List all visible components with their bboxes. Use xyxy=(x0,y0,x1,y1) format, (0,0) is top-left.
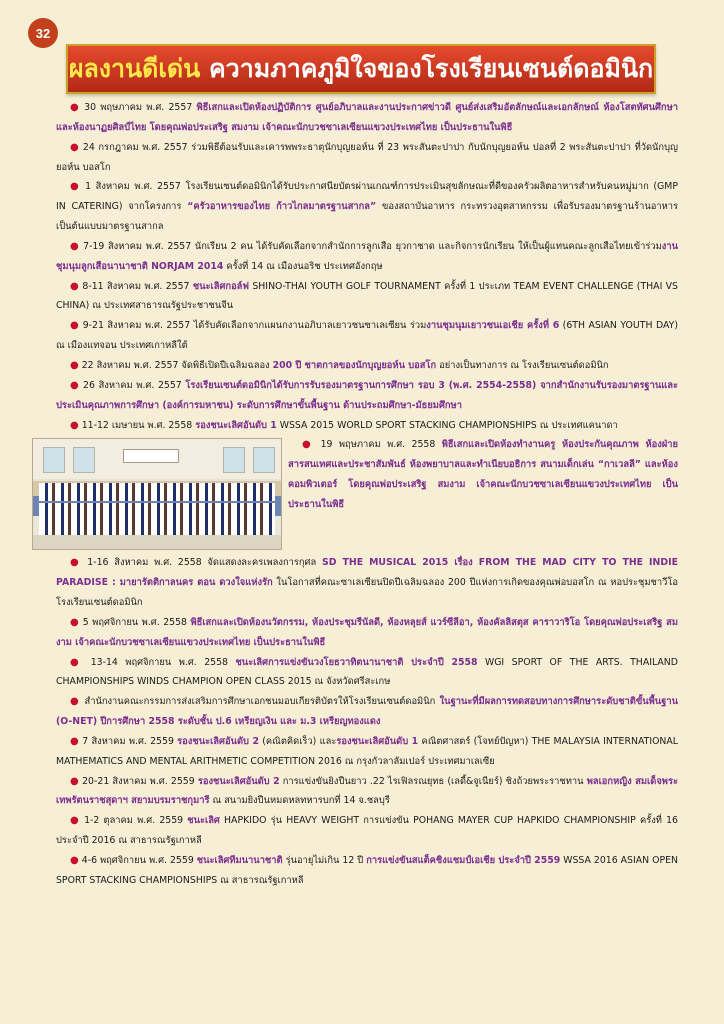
list-item: ● 24 กรกฎาคม พ.ศ. 2557 ร่วมพิธีต้อนรับและเคารพพระธาตุนักบุญยอห์น ที่ 23 พระสันตะปาปา กับนักบุญยอห์น ปอลที่ 2 พระสันตะปาปา ที่วัดนักบุญยอห์น บอสโก xyxy=(56,141,678,173)
list-item: ● 26 สิงหาคม พ.ศ. 2557 โรงเรียนเซนต์ดอมินิกได้รับการรับรองมาตรฐานการศึกษา รอบ 3 (พ.ศ. 2554-2558) จากสำนักงานรับรองมาตรฐานและประเมินคุณภาพการศึกษา (องค์การมหาชน) ระดับการศึกษาขั้นพื้นฐาน ด้านประถมศึกษา-มัธยมศึกษา xyxy=(56,379,678,411)
list-item: ● 13-14 พฤศจิกายน พ.ศ. 2558 ชนะเลิศการแข่งขันวงโยธวาทิตนานาชาติ ประจำปี 2558 WGI SPORT OF THE ARTS. THAILAND CHAMPIONSHIPS WINDS CHAMPION OPEN CLASS 2015 ณ จังหวัดศรีสะเกษ xyxy=(56,656,678,688)
list-item: ● สำนักงานคณะกรรมการส่งเสริมการศึกษาเอกชนมอบเกียรติบัตรให้โรงเรียนเซนต์ดอมินิก ในฐานะที่มีผลการทดสอบทางการศึกษาระดับชาติขั้นพื้นฐาน (O-NET) ปีการศึกษา 2558 ระดับชั้น ป.6 เหรียญเงิน และ ม.3 เหรียญทองแดง xyxy=(56,696,678,728)
page-title xyxy=(69,49,653,89)
list-item: ● 22 สิงหาคม พ.ศ. 2557 จัดพิธีเปิดปีเฉลิมฉลอง 200 ปี ชาตกาลของนักบุญยอห์น บอสโก อย่างเป็นทางการ ณ โรงเรียนเซนต์ดอมินิก xyxy=(70,359,609,371)
list-item: ● 1-2 ตุลาคม พ.ศ. 2559 ชนะเลิศ HAPKIDO รุ่น HEAVY WEIGHT การแข่งขัน POHANG MAYER CUP HAPKIDO CHAMPIONSHIP ครั้งที่ 16 ประจำปี 2016 ณ สาธารณรัฐเกาหลี xyxy=(56,815,678,847)
bullet-icon: ● xyxy=(70,102,80,113)
list-item: ● 5 พฤศจิกายน พ.ศ. 2558 พิธีเสกและเปิดห้องนวัตกรรม, ห้องประชุมรีนัลดี, ห้องหลุยส์ แวร์ซีลีอา, ห้องคัลลิสตุส คาราวาริโอ โดยคุณพ่อประเสริฐ สมงาม เจ้าคณะนักบวชซาเลเซียนแขวงประเทศไทย เป็นประธานในพิธี xyxy=(56,616,678,648)
photo-people-row xyxy=(39,503,275,521)
list-item: ● 20-21 สิงหาคม พ.ศ. 2559 รองชนะเลิศอันดับ 2 การแข่งขันยิงปืนยาว .22 ไรเฟิลรณยุทธ (เลดี้&จูเนียร์) ชิงถ้วยพระราชทาน พลเอกหญิง สมเด็จพระเทพรัตนราชสุดาฯ สยามบรมราชกุมารี ณ สนามยิงปืนหมดหลทหารบกที่ 14 จ.ชลบุรี xyxy=(56,775,678,807)
list-item: ● 1 สิงหาคม พ.ศ. 2557 โรงเรียนเซนต์ดอมินิกได้รับประกาศนียบัตรผ่านเกณฑ์การประเมินสุขลักษณะที่ดีของครัวผลิตอาหารสำหรับคนหมู่มาก (GMP IN CATERING) จากโครงการ “ครัวอาหารของไทย ก้าวไกลมาตรฐานสากล” ของสถาบันอาหาร กระทรวงอุตสาหกรรม เพื่อรับรองมาตรฐานร้านอาหาร เป็นต้นแบบมาตรฐานสากล xyxy=(56,181,679,233)
page-title-main: ความภาคภูมิใจของโรงเรียนเซนต์ดอมินิก xyxy=(208,54,654,83)
page-title-highlight: ผลงานดีเด่น xyxy=(68,54,201,83)
bullet-icon: ● xyxy=(302,439,315,451)
bullet-icon: ● xyxy=(70,419,79,431)
bullet-icon: ● xyxy=(70,181,81,193)
bullet-icon: ● xyxy=(70,696,81,708)
list-item: ● 11-12 เมษายน พ.ศ. 2558 รองชนะเลิศอันดับ 1 WSSA 2015 WORLD SPORT STACKING CHAMPIONSHIPS ณ ประเทศแคนาดา xyxy=(70,419,618,431)
bullet-icon: ● xyxy=(70,775,79,787)
bullet-icon: ● xyxy=(70,855,79,866)
bullet-icon: ● xyxy=(70,280,80,292)
achievements-list xyxy=(56,98,678,891)
photo-people-row xyxy=(39,483,275,501)
bullet-icon: ● xyxy=(70,240,80,252)
list-item: ● 7 สิงหาคม พ.ศ. 2559 รองชนะเลิศอันดับ 2 (คณิตคิดเร็ว) และรองชนะเลิศอันดับ 1 คณิตศาสตร์ (โจทย์ปัญหา) THE MALAYSIA INTERNATIONAL MATHEMATICS AND MENTAL ARITHMETIC COMPETITION 2016 ณ กรุงกัวลาลัมเปอร์ ประเทศมาเลเซีย xyxy=(56,735,679,767)
bullet-icon: ● xyxy=(70,379,80,391)
list-item: ● 1-16 สิงหาคม พ.ศ. 2558 จัดแสดงละครเพลงการกุศล SD THE MUSICAL 2015 เรื่อง FROM THE MAD CITY TO THE INDIE PARADISE : มายารัตติกาลนคร ตอน ดวงใจแห่งรัก ในโอกาสที่คณะซาเลเซียนปิดปีเฉลิมฉลอง 200 ปีแห่งการเกิดของคุณพ่อบอสโก ณ หอประชุมชาวีโอ โรงเรียนเซนต์ดอมินิก xyxy=(56,557,679,609)
bullet-icon: ● xyxy=(70,557,82,569)
photo-side-text xyxy=(288,435,678,514)
photo-floor xyxy=(33,535,281,549)
list-item: ● 30 พฤษภาคม พ.ศ. 2557 พิธีเสกและเปิดห้องปฏิบัติการ ศูนย์อภิบาลและงานประกาศข่าวดี ศูนย์ส่งเสริมอัตลักษณ์และเอกลักษณ์ ห้องโสตทัศนศึกษา และห้องนาฏยศิลป์ไทย โดยคุณพ่อประเสริฐ สมงาม เจ้าคณะนักบวชซาเลเซียนแขวงประเทศไทย เป็นประธานในพิธี xyxy=(56,102,678,133)
photo-section xyxy=(56,435,678,553)
bullet-icon: ● xyxy=(70,656,84,668)
page-number: 32 xyxy=(28,18,58,48)
list-item: ● 8-11 สิงหาคม พ.ศ. 2557 ชนะเลิศกอล์ฟ SHINO-THAI YOUTH GOLF TOURNAMENT ครั้งที่ 1 ประเภท TEAM EVENT CHALLENGE (THAI VS CHINA) ณ ประเทศสาธารณรัฐประชาชนจีน xyxy=(56,280,678,312)
bullet-icon: ● xyxy=(70,815,80,827)
photo-window xyxy=(43,447,65,473)
photo-sign xyxy=(123,449,179,463)
bullet-icon: ● xyxy=(70,735,80,747)
list-item: ● 7-19 สิงหาคม พ.ศ. 2557 นักเรียน 2 คน ได้รับคัดเลือกจากสำนักการลูกเสือ ยุวกาชาด และกิจการนักเรียน ให้เป็นผู้แทนคณะลูกเสือไทยเข้าร่วมงานชุมนุมลูกเสือนานาชาติ NORJAM 2014 ครั้งที่ 14 ณ เมืองนอริช ประเทศอังกฤษ xyxy=(56,240,678,272)
bullet-icon: ● xyxy=(70,141,80,153)
list-item: ● 4-6 พฤศจิกายน พ.ศ. 2559 ชนะเลิศทีมนานาชาติ รุ่นอายุไม่เกิน 12 ปี การแข่งขันสแต็คชิงแชมป์เอเชีย ประจำปี 2559 WSSA 2016 ASIAN OPEN SPORT STACKING CHAMPIONSHIPS ณ สาธารณรัฐเกาหลี xyxy=(56,855,678,886)
photo-window xyxy=(253,447,275,473)
bullet-icon: ● xyxy=(70,359,79,371)
bullet-icon: ● xyxy=(70,320,80,332)
group-photo xyxy=(32,438,282,550)
list-item: ● 9-21 สิงหาคม พ.ศ. 2557 ได้รับคัดเลือกจากแผนกงานอภิบาลเยาวชนซาเลเซียน ร่วมงานชุมนุมเยาวชนเอเชีย ครั้งที่ 6 (6TH ASIAN YOUTH DAY) ณ เมืองแทจอน ประเทศเกาหลีใต้ xyxy=(56,320,678,352)
photo-window xyxy=(223,447,245,473)
list-item: ● 19 พฤษภาคม พ.ศ. 2558 พิธีเสกและเปิดห้องทำงานครู ห้องประกันคุณภาพ ห้องฝ่ายสารสนเทศและประชาสัมพันธ์ ห้องพยาบาลและทำเนียบอธิการ สนามเด็กเล่น “กาเวลลี” และห้องคอมพิวเตอร์ โดยคุณพ่อประเสริฐ สมงาม เจ้าคณะนักบวชซาเลเซียนแขวงประเทศไทย เป็นประธานในพิธี xyxy=(288,439,678,510)
photo-window xyxy=(73,447,95,473)
title-banner xyxy=(66,44,656,94)
bullet-icon: ● xyxy=(70,616,80,628)
